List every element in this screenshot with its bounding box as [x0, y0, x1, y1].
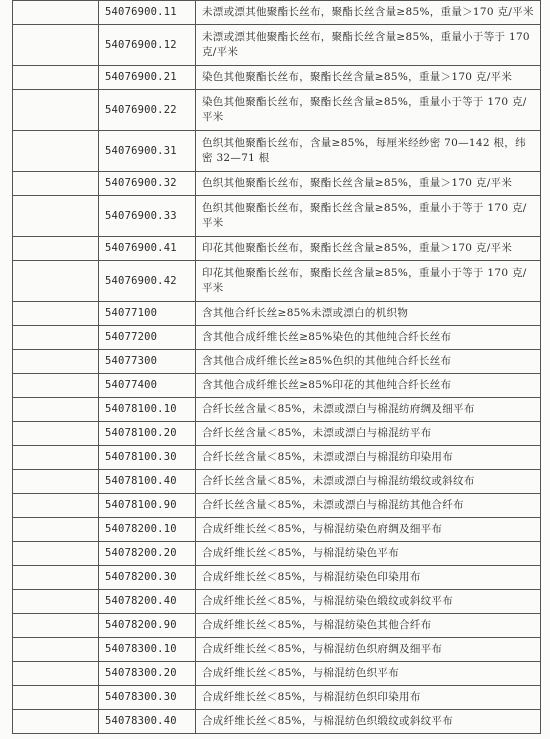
table-row — [13, 90, 541, 131]
description-cell: 合成纤维长丝＜85%，与棉混纺染色平布 — [196, 542, 541, 566]
blank-cell — [13, 518, 99, 542]
table-row — [13, 446, 541, 470]
hs-code-cell: 54078200.30 — [99, 566, 196, 590]
blank-cell — [13, 196, 99, 237]
description-cell: 含其他合成纤维长丝≥85%染色的其他纯合纤长丝布 — [196, 326, 541, 350]
table-row — [13, 590, 541, 614]
hs-code-cell: 54076900.21 — [99, 66, 196, 90]
description-cell: 含其他合成纤维长丝≥85%色织的其他纯合纤长丝布 — [196, 350, 541, 374]
table-row — [13, 237, 541, 261]
table-row — [13, 662, 541, 686]
table-row — [13, 25, 541, 66]
blank-cell — [13, 350, 99, 374]
table-row — [13, 566, 541, 590]
blank-cell — [13, 710, 99, 734]
blank-cell — [13, 470, 99, 494]
table-row — [13, 172, 541, 196]
blank-cell — [13, 686, 99, 710]
tariff-code-table — [12, 0, 541, 734]
description-cell: 印花其他聚酯长丝布，聚酯长丝含量≥85%，重量＞170 克/平米 — [196, 237, 541, 261]
description-cell: 色织其他聚酯长丝布，含量≥85%，每厘米经纱密 70—142 根，纬密 32—71 根 — [196, 131, 541, 172]
table-row — [13, 326, 541, 350]
hs-code-cell: 54078300.30 — [99, 686, 196, 710]
description-cell: 含其他合纤长丝≥85%未漂或漂白的机织物 — [196, 302, 541, 326]
description-cell: 合纤长丝含量＜85%，未漂或漂白与棉混纺平布 — [196, 422, 541, 446]
hs-code-cell: 54078100.90 — [99, 494, 196, 518]
table-row — [13, 470, 541, 494]
hs-code-cell: 54078100.10 — [99, 398, 196, 422]
table-row — [13, 350, 541, 374]
hs-code-cell: 54078200.20 — [99, 542, 196, 566]
blank-cell — [13, 422, 99, 446]
hs-code-cell: 54077200 — [99, 326, 196, 350]
description-cell: 未漂或漂其他聚酯长丝布，聚酯长丝含量≥85%，重量小于等于 170 克/平米 — [196, 25, 541, 66]
blank-cell — [13, 566, 99, 590]
hs-code-cell: 54078100.20 — [99, 422, 196, 446]
description-cell: 合成纤维长丝＜85%，与棉混纺色织印染用布 — [196, 686, 541, 710]
table-row — [13, 686, 541, 710]
blank-cell — [13, 237, 99, 261]
table-row — [13, 494, 541, 518]
description-cell: 合成纤维长丝＜85%，与棉混纺色织平布 — [196, 662, 541, 686]
blank-cell — [13, 261, 99, 302]
blank-cell — [13, 25, 99, 66]
description-cell: 合成纤维长丝＜85%，与棉混纺色织府绸及细平布 — [196, 638, 541, 662]
table-row — [13, 422, 541, 446]
description-cell: 合纤长丝含量＜85%，未漂或漂白与棉混纺印染用布 — [196, 446, 541, 470]
hs-code-cell: 54076900.41 — [99, 237, 196, 261]
blank-cell — [13, 398, 99, 422]
description-cell: 合纤长丝含量＜85%，未漂或漂白与棉混纺其他合纤布 — [196, 494, 541, 518]
description-cell: 染色其他聚酯长丝布，聚酯长丝含量≥85%，重量小于等于 170 克/平米 — [196, 90, 541, 131]
blank-cell — [13, 614, 99, 638]
hs-code-cell: 54077400 — [99, 374, 196, 398]
blank-cell — [13, 542, 99, 566]
blank-cell — [13, 90, 99, 131]
table-row — [13, 66, 541, 90]
description-cell: 印花其他聚酯长丝布，聚酯长丝含量≥85%，重量小于等于 170 克/平米 — [196, 261, 541, 302]
hs-code-cell: 54076900.42 — [99, 261, 196, 302]
description-cell: 色织其他聚酯长丝布，聚酯长丝含量≥85%，重量＞170 克/平米 — [196, 172, 541, 196]
table-row — [13, 398, 541, 422]
blank-cell — [13, 374, 99, 398]
table-row — [13, 374, 541, 398]
hs-code-cell: 54076900.31 — [99, 131, 196, 172]
blank-cell — [13, 638, 99, 662]
table-row — [13, 196, 541, 237]
blank-cell — [13, 590, 99, 614]
hs-code-cell: 54078100.30 — [99, 446, 196, 470]
hs-code-cell: 54076900.12 — [99, 25, 196, 66]
blank-cell — [13, 302, 99, 326]
hs-code-cell: 54076900.32 — [99, 172, 196, 196]
description-cell: 含其他合成纤维长丝≥85%印花的其他纯合纤长丝布 — [196, 374, 541, 398]
table-row — [13, 638, 541, 662]
blank-cell — [13, 446, 99, 470]
table-row — [13, 261, 541, 302]
table-row — [13, 518, 541, 542]
hs-code-cell: 54078200.40 — [99, 590, 196, 614]
hs-code-cell: 54078200.10 — [99, 518, 196, 542]
blank-cell — [13, 1, 99, 25]
hs-code-cell: 54078300.40 — [99, 710, 196, 734]
description-cell: 合成纤维长丝＜85%，与棉混纺色织缎纹或斜纹平布 — [196, 710, 541, 734]
hs-code-cell: 54078300.20 — [99, 662, 196, 686]
description-cell: 染色其他聚酯长丝布，聚酯长丝含量≥85%，重量＞170 克/平米 — [196, 66, 541, 90]
description-cell: 色织其他聚酯长丝布，聚酯长丝含量≥85%，重量小于等于 170 克/平米 — [196, 196, 541, 237]
hs-code-cell: 54078200.90 — [99, 614, 196, 638]
table-row — [13, 302, 541, 326]
description-cell: 合纤长丝含量＜85%，未漂或漂白与棉混纺府绸及细平布 — [196, 398, 541, 422]
hs-code-cell: 54076900.11 — [99, 1, 196, 25]
table-row — [13, 542, 541, 566]
description-cell: 合成纤维长丝＜85%，与棉混纺染色府绸及细平布 — [196, 518, 541, 542]
blank-cell — [13, 172, 99, 196]
description-cell: 未漂或漂其他聚酯长丝布，聚酯长丝含量≥85%，重量＞170 克/平米 — [196, 1, 541, 25]
hs-code-cell: 54078300.10 — [99, 638, 196, 662]
description-cell: 合成纤维长丝＜85%，与棉混纺染色印染用布 — [196, 566, 541, 590]
blank-cell — [13, 66, 99, 90]
table-row — [13, 614, 541, 638]
hs-code-cell: 54077100 — [99, 302, 196, 326]
blank-cell — [13, 494, 99, 518]
hs-code-cell: 54077300 — [99, 350, 196, 374]
hs-code-cell: 54078100.40 — [99, 470, 196, 494]
blank-cell — [13, 662, 99, 686]
hs-code-cell: 54076900.22 — [99, 90, 196, 131]
table-row — [13, 131, 541, 172]
blank-cell — [13, 326, 99, 350]
blank-cell — [13, 131, 99, 172]
description-cell: 合成纤维长丝＜85%，与棉混纺染色缎纹或斜纹平布 — [196, 590, 541, 614]
hs-code-cell: 54076900.33 — [99, 196, 196, 237]
description-cell: 合纤长丝含量＜85%，未漂或漂白与棉混纺缎纹或斜纹布 — [196, 470, 541, 494]
table-row — [13, 1, 541, 25]
table-row — [13, 710, 541, 734]
description-cell: 合成纤维长丝＜85%，与棉混纺染色其他合纤布 — [196, 614, 541, 638]
